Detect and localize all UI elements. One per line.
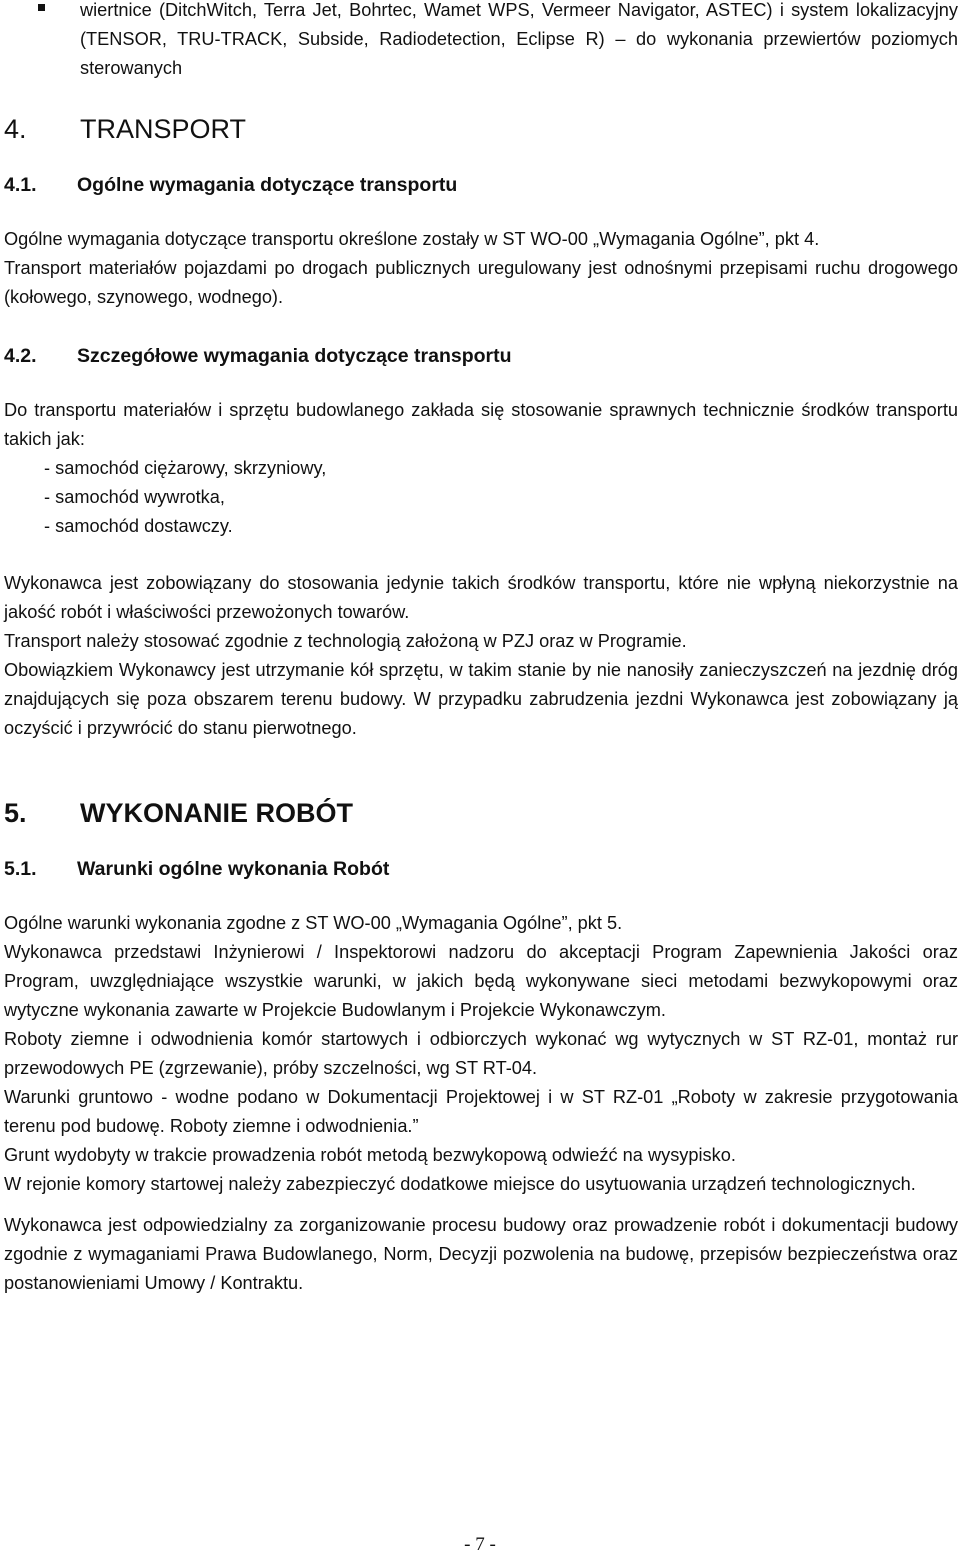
paragraph: Warunki gruntowo - wodne podano w Dokumentacji Projektowej i w ST RZ-01 „Roboty w zakresie przygotowania terenu pod budowę. Roboty ziemne i odwodnienia.” <box>4 1087 958 1136</box>
list-item: - samochód ciężarowy, skrzyniowy, <box>44 458 327 478</box>
section-heading-5 <box>4 797 958 829</box>
section-number: 4. <box>4 114 27 144</box>
paragraph: Ogólne wymagania dotyczące transportu określone zostały w ST WO-00 „Wymagania Ogólne”, pkt 4. <box>4 229 820 249</box>
section-heading-4-1 <box>4 171 958 199</box>
section-heading-5-1 <box>4 855 958 883</box>
section-number: 5.1. <box>4 858 37 880</box>
paragraph: Wykonawca jest odpowiedzialny za zorganizowanie procesu budowy oraz prowadzenie robót i dokumentacji budowy zgodnie z wymaganiami Prawa Budowlanego, Norm, Decyzji pozwolenia na budowę, przepisów bezpieczeństwa oraz postanowieniami Umowy / Kontraktu. <box>4 1215 958 1293</box>
document-page <box>4 0 958 1298</box>
paragraph: Transport należy stosować zgodnie z technologią założoną w PZJ oraz w Programie. <box>4 631 687 651</box>
section-heading-4 <box>4 113 958 145</box>
paragraph: Ogólne warunki wykonania zgodne z ST WO-00 „Wymagania Ogólne”, pkt 5. <box>4 913 623 933</box>
paragraph: Transport materiałów pojazdami po drogach publicznych uregulowany jest odnośnymi przepisami ruchu drogowego (kołowego, szynowego, wodnego). <box>4 258 958 307</box>
paragraph: Grunt wydobyty w trakcie prowadzenia robót metodą bezwykopową odwieźć na wysypisko. <box>4 1145 736 1165</box>
section-title: TRANSPORT <box>80 114 247 144</box>
equipment-bullet <box>4 0 958 83</box>
page-number: - 7 - <box>464 1534 496 1555</box>
paragraph: Obowiązkiem Wykonawcy jest utrzymanie kół sprzętu, w takim stanie by nie nanosiły zanieczyszczeń na jezdnię dróg znajdujących się poza obszarem terenu budowy. W przypadku zabrudzenia jezdni Wykonawca jest zobowiązany ją oczyścić i przywrócić do stanu pierwotnego. <box>4 660 958 738</box>
list-item: - samochód dostawczy. <box>44 516 233 536</box>
square-bullet-icon <box>38 4 45 11</box>
section-heading-4-2 <box>4 342 958 370</box>
section-title: Warunki ogólne wykonania Robót <box>77 858 390 880</box>
paragraph: Wykonawca jest zobowiązany do stosowania jedynie takich środków transportu, które nie wpłyną niekorzystnie na jakość robót i właściwości przewożonych towarów. <box>4 573 958 622</box>
paragraph: Do transportu materiałów i sprzętu budowlanego zakłada się stosowanie sprawnych technicznie środków transportu takich jak: <box>4 400 958 449</box>
section-number: 4.2. <box>4 345 37 367</box>
equipment-bullet-text: wiertnice (DitchWitch, Terra Jet, Bohrtec, Wamet WPS, Vermeer Navigator, ASTEC) i system lokalizacyjny (TENSOR, TRU-TRACK, Subside, Radiodetection, Eclipse R) – do wykonania przewiertów poziomych sterowanych <box>80 0 958 78</box>
section-title: Szczegółowe wymagania dotyczące transportu <box>77 345 512 367</box>
paragraph: Wykonawca przedstawi Inżynierowi / Inspektorowi nadzoru do akceptacji Program Zapewnienia Jakości oraz Program, uwzględniające wszystkie warunki, w jakich będą wykonywane sieci metodami bezwykopowymi oraz wytyczne wykonania zawarte w Projekcie Budowlanym i Projekcie Wykonawczym. <box>4 942 958 1020</box>
list-item: - samochód wywrotka, <box>44 487 225 507</box>
section-title: WYKONANIE ROBÓT <box>80 798 353 828</box>
section-number: 5. <box>4 798 27 828</box>
paragraph: Roboty ziemne i odwodnienia komór startowych i odbiorczych wykonać wg wytycznych w ST RZ-01, montaż rur przewodowych PE (zgrzewanie), próby szczelności, wg ST RT-04. <box>4 1029 958 1078</box>
paragraph: W rejonie komory startowej należy zabezpieczyć dodatkowe miejsce do usytuowania urządzeń technologicznych. <box>4 1174 916 1194</box>
section-number: 4.1. <box>4 174 37 196</box>
section-title: Ogólne wymagania dotyczące transportu <box>77 174 458 196</box>
